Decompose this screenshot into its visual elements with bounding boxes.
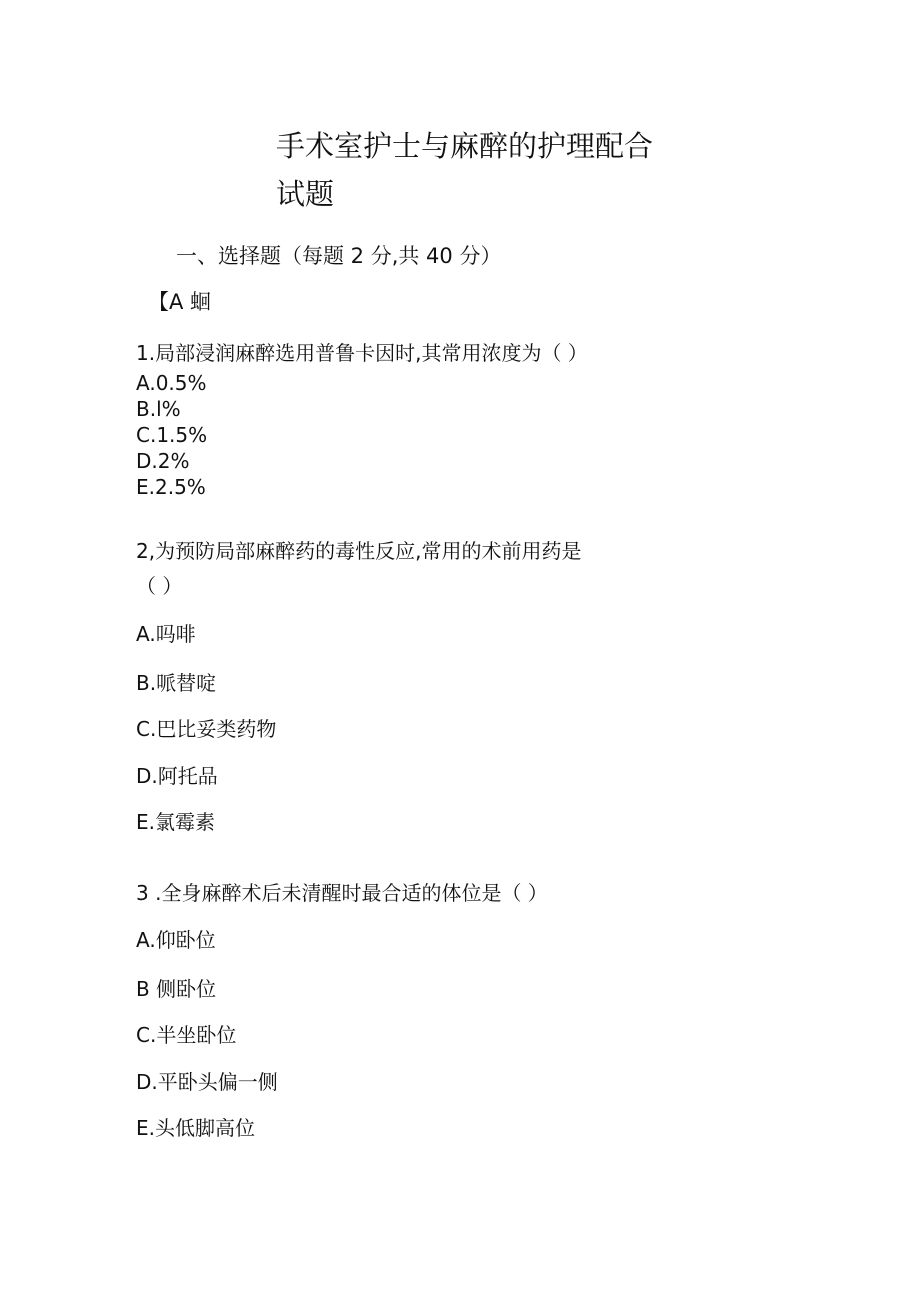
question-3-option-d: D.平卧头偏一侧 (136, 1070, 278, 1094)
question-2-option-a: A.吗啡 (136, 622, 196, 646)
question-3-option-c: C.半坐卧位 (136, 1023, 237, 1047)
document-title-line-1: 手术室护士与麻醉的护理配合 (276, 129, 654, 163)
document-title-line-2: 试题 (276, 177, 335, 211)
question-3-option-e: E.头低脚高位 (136, 1116, 255, 1140)
section-heading: 一、选择题（每题 2 分,共 40 分） (176, 244, 502, 268)
question-2-option-c: C.巴比妥类药物 (136, 717, 277, 741)
question-2-option-d: D.阿托品 (136, 764, 218, 788)
question-3-option-a: A.仰卧位 (136, 928, 216, 952)
question-3-option-b: B 侧卧位 (136, 977, 217, 1001)
question-1-option-b: B.l% (136, 397, 181, 421)
question-1-option-d: D.2% (136, 449, 190, 473)
question-1-text: 1.局部浸润麻醉选用普鲁卡因时,其常用浓度为（ ） (136, 341, 588, 365)
section-note: 【A 蛔 (148, 290, 212, 314)
question-3-text: 3 .全身麻醉术后未清醒时最合适的体位是（ ） (136, 881, 548, 905)
question-1-option-e: E.2.5% (136, 475, 206, 499)
question-2-option-e: E.氯霉素 (136, 810, 215, 834)
question-1-option-c: C.1.5% (136, 423, 208, 447)
question-1-option-a: A.0.5% (136, 371, 207, 395)
question-2-option-b: B.哌替啶 (136, 671, 217, 695)
question-2-text-line-2: （ ） (136, 574, 183, 598)
question-2-text-line-1: 2,为预防局部麻醉药的毒性反应,常用的术前用药是 (136, 539, 582, 563)
